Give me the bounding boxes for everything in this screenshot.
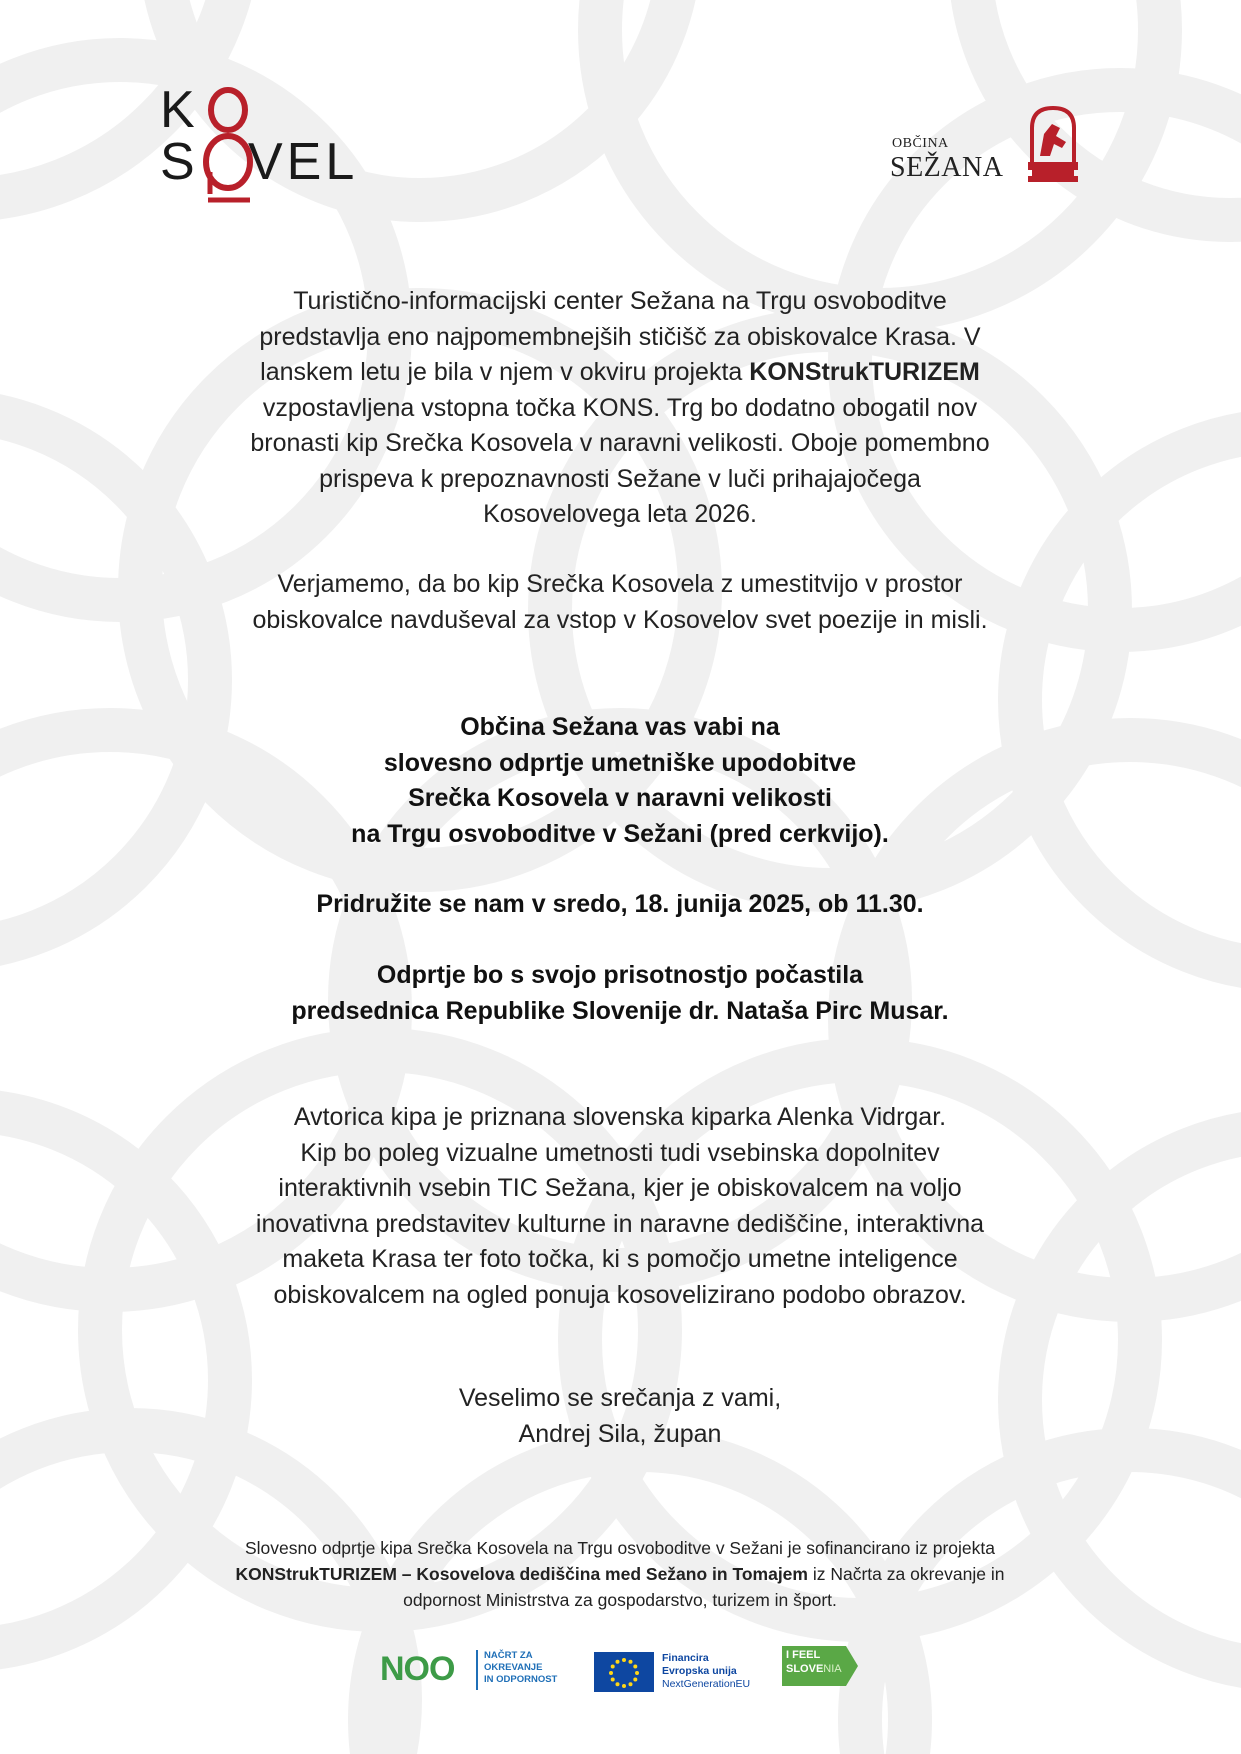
author-line: obiskovalcem na ogled ponuja kosovelizirano podobo obrazov. <box>273 1280 967 1309</box>
obcina-sezana-logo <box>890 106 1080 186</box>
footer-logos <box>380 1644 860 1700</box>
slovenia-text-line <box>786 1662 842 1676</box>
funding-line <box>120 1561 1120 1587</box>
guest-line: predsednica Republike Slovenije dr. Nataša Pirc Musar. <box>291 996 949 1025</box>
signature-block <box>120 1381 1120 1452</box>
guest-block <box>120 958 1120 1029</box>
funding-line: Slovesno odprtje kipa Srečka Kosovela na Trgu osvoboditve v Sežani je sofinancirano iz projekta <box>244 1538 995 1558</box>
author-line: maketa Krasa ter foto točka, ki s pomočjo umetne inteligence <box>282 1245 958 1273</box>
belief-line: Verjamemo, da bo kip Srečka Kosovela z umestitvijo v prostor <box>277 570 963 598</box>
noo-logo <box>380 1648 570 1696</box>
signature-name: Andrej Sila, župan <box>518 1419 722 1448</box>
slovenia-text-part: SLOVE <box>786 1663 824 1675</box>
eu-flag-icon <box>594 1652 654 1692</box>
slovenia-text-line: I FEEL <box>786 1649 821 1661</box>
event-date-text: Pridružite se nam v sredo, 18. junija 2025, ob 11.30. <box>316 890 924 918</box>
intro-line: bronasti kip Srečka Kosovela v naravni velikosti. Oboje pomembno <box>250 429 990 457</box>
invitation-line: slovesno odprtje umetniške upodobitve <box>383 748 857 777</box>
logo-sezana-text: SEŽANA <box>890 152 1004 183</box>
invitation-line: na Trgu osvoboditve v Sežani (pred cerkvijo). <box>351 819 889 848</box>
eu-logo <box>594 1652 764 1694</box>
intro-paragraph <box>120 284 1120 533</box>
funding-line-text: iz Načrta za okrevanje in <box>807 1564 1005 1584</box>
guest-line: Odprtje bo s svojo prisotnostjo počastila <box>376 961 864 989</box>
logo-letters-vel: VEL <box>248 133 359 191</box>
eu-text-line: Financira <box>662 1652 709 1664</box>
logo-one-icon <box>204 170 216 196</box>
noo-text-line: NAČRT ZA <box>484 1650 533 1661</box>
logo-obcina-text: OBČINA <box>892 136 949 151</box>
logo-letter-s: S <box>160 133 199 191</box>
author-line: Avtorica kipa je priznana slovenska kiparka Alenka Vidrgar. <box>293 1103 947 1131</box>
i-feel-slovenia-logo <box>780 1644 860 1692</box>
noo-divider <box>476 1650 478 1690</box>
intro-line <box>120 355 1120 391</box>
noo-text <box>484 1650 557 1686</box>
author-paragraph <box>120 1100 1120 1313</box>
noo-text-line: OKREVANJE <box>484 1662 543 1673</box>
invitation-block <box>120 710 1120 852</box>
intro-line: predstavlja eno najpomembnejših stičišč za obiskovalce Krasa. V <box>259 322 981 351</box>
project-name: KONStrukTURIZEM <box>749 358 980 386</box>
funding-note <box>120 1535 1120 1613</box>
author-line: Kip bo poleg vizualne umetnosti tudi vsebinska dopolnitev <box>300 1138 940 1167</box>
slovenia-text-part: NIA <box>823 1663 842 1675</box>
invitation-line: Srečka Kosovela v naravni velikosti <box>408 784 832 812</box>
noo-mark: NOO <box>380 1650 455 1688</box>
belief-paragraph <box>120 567 1120 638</box>
funding-line: odpornost Ministrstva za gospodarstvo, turizem in šport. <box>403 1590 837 1610</box>
coat-of-arms-icon <box>1026 106 1080 184</box>
invitation-line: Občina Sežana vas vabi na <box>460 713 780 741</box>
eu-text <box>662 1652 750 1691</box>
intro-line-text: lanskem letu je bila v njem v okviru projekta <box>260 358 750 386</box>
kosovel-logo <box>160 80 400 210</box>
belief-line: obiskovalce navduševal za vstop v Kosovelov svet poezije in misli. <box>252 605 988 634</box>
author-line: interaktivnih vsebin TIC Sežana, kjer je obiskovalcem na voljo <box>278 1174 962 1202</box>
intro-line: vzpostavljena vstopna točka KONS. Trg bo dodatno obogatil nov <box>262 393 978 422</box>
noo-text-line: IN ODPORNOST <box>484 1674 558 1685</box>
intro-line: Kosovelovega leta 2026. <box>483 500 757 528</box>
logo-letter-k: K <box>160 81 199 139</box>
eu-text-line: Evropska unija <box>662 1665 737 1677</box>
slovenia-text <box>786 1648 842 1676</box>
intro-line: Turistično-informacijski center Sežana na Trgu osvoboditve <box>293 287 947 315</box>
signature-greeting: Veselimo se srečanja z vami, <box>458 1384 782 1412</box>
author-line: inovativna predstavitev kulturne in naravne dediščine, interaktivna <box>255 1209 985 1238</box>
event-date-line <box>120 887 1120 923</box>
funding-project-name: KONStrukTURIZEM – Kosovelova dediščina med Sežano in Tomajem <box>235 1564 808 1584</box>
eu-text-line: NextGenerationEU <box>662 1678 751 1690</box>
intro-line: prispeva k prepoznavnosti Sežane v luči prihajajočega <box>319 464 921 493</box>
